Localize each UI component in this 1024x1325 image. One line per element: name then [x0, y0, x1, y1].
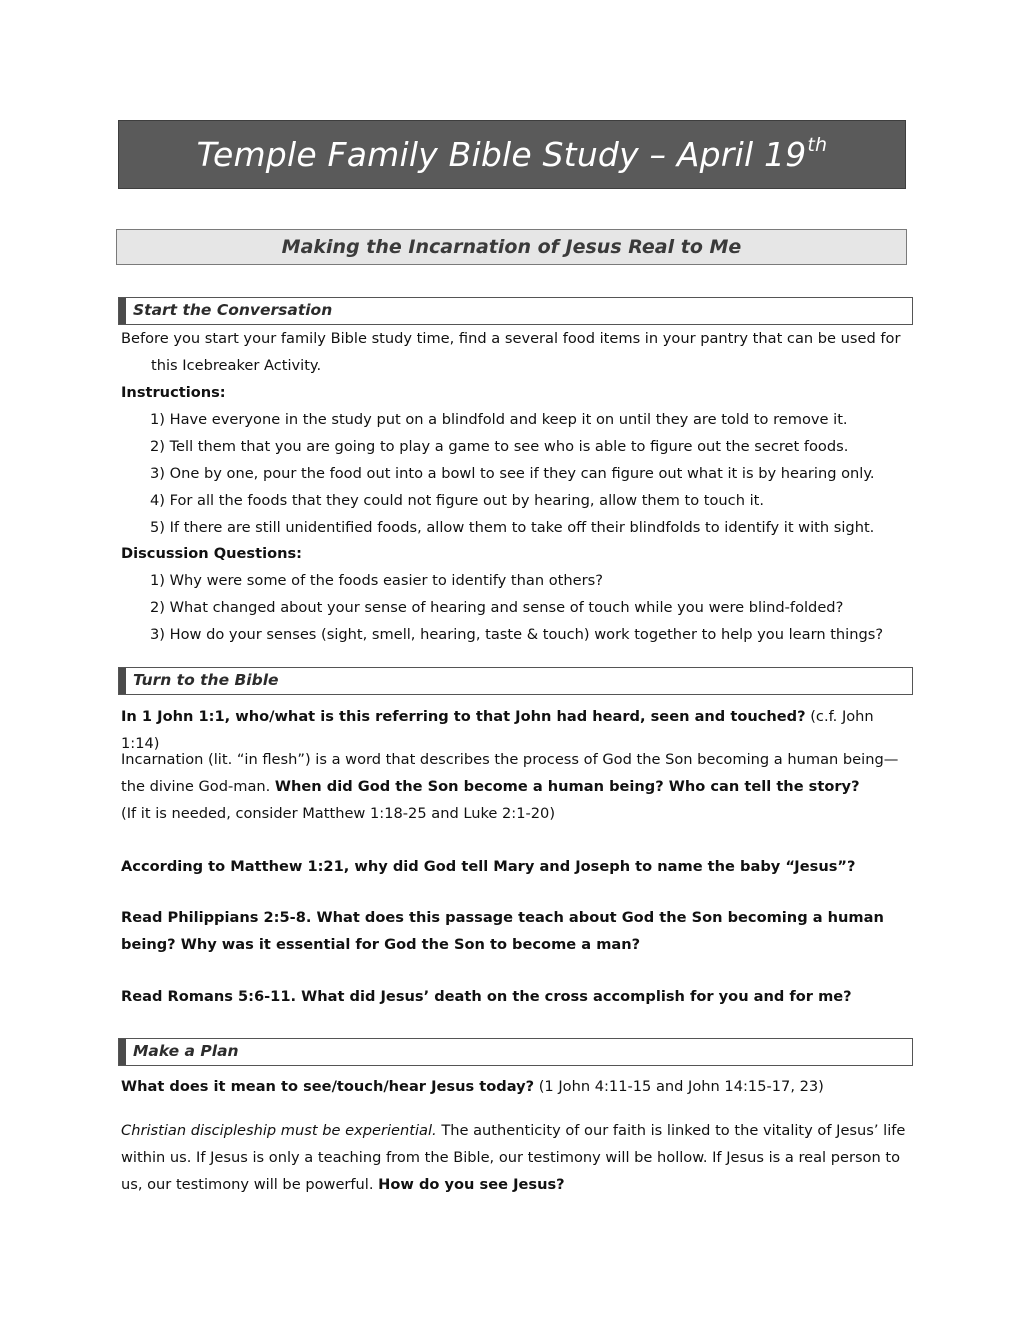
bible-question-4: Read Romans 5:6-11. What did Jesus’ death on the cross accomplish for you and for me?: [121, 988, 852, 1005]
discussion-label: Discussion Questions:: [121, 545, 303, 562]
section-header-bible: [118, 667, 913, 695]
section-bar: [119, 298, 126, 324]
section-bar: [119, 1039, 126, 1065]
discussion-item: 3) How do your senses (sight, smell, hearing, taste & touch) work together to help you learn things?: [150, 626, 884, 643]
section-title: Turn to the Bible: [133, 671, 279, 689]
discussion-item: 2) What changed about your sense of hearing and sense of touch while you were blind-folded?: [150, 599, 844, 616]
section-bar: [119, 668, 126, 694]
subtitle-box: [116, 229, 907, 265]
title-main: Temple Family Bible Study – April 19: [196, 135, 807, 174]
intro-paragraph: Before you start your family Bible study time, find a several food items in your pantry that can be used for this Icebreaker Activity.: [121, 330, 901, 374]
bible-question-2: According to Matthew 1:21, why did God tell Mary and Joseph to name the baby “Jesus”?: [121, 858, 856, 875]
instruction-item: 2) Tell them that you are going to play a game to see who is able to figure out the secret foods.: [150, 438, 849, 455]
bible-question-3: Read Philippians 2:5-8. What does this passage teach about God the Son becoming a human being? Why was it essential for God the Son to become a man?: [121, 909, 884, 953]
section-title: Start the Conversation: [133, 301, 333, 319]
subtitle: Making the Incarnation of Jesus Real to Me: [281, 236, 742, 258]
plan-paragraph: Christian discipleship must be experiential. The authenticity of our faith is linked to the vitality of Jesus’ life within us. If Jesus is only a teaching from the Bible, our testimony will be hollow. If Jesus is a real person to us, our testimony will be powerful. How do you see Jesus?: [121, 1122, 906, 1193]
section-title: Make a Plan: [133, 1042, 239, 1060]
instruction-item: 5) If there are still unidentified foods, allow them to take off their blindfolds to identify it with sight.: [150, 519, 875, 536]
instruction-item: 3) One by one, pour the food out into a bowl to see if they can figure out what it is by hearing only.: [150, 465, 875, 482]
plan-question: What does it mean to see/touch/hear Jesus today? (1 John 4:11-15 and John 14:15-17, 23): [121, 1078, 824, 1095]
bible-question-1: In 1 John 1:1, who/what is this referring to that John had heard, seen and touched? (c.f. John 1:14): [121, 708, 874, 752]
instructions-label: Instructions:: [121, 384, 226, 401]
section-header-start: [118, 297, 913, 325]
incarnation-paragraph: Incarnation (lit. “in flesh”) is a word that describes the process of God the Son becoming a human being—the divine God-man. When did God the Son become a human being? Who can tell the story? (If it is needed, consider Matthew 1:18-25 and Luke 2:1-20): [121, 751, 899, 822]
page-title: [197, 135, 828, 174]
instruction-item: 4) For all the foods that they could not figure out by hearing, allow them to touch it.: [150, 492, 765, 509]
instruction-item: 1) Have everyone in the study put on a blindfold and keep it on until they are told to remove it.: [150, 411, 848, 428]
discussion-item: 1) Why were some of the foods easier to identify than others?: [150, 572, 603, 589]
section-header-plan: [118, 1038, 913, 1066]
title-superscript: th: [807, 134, 828, 156]
title-banner: [118, 120, 906, 189]
